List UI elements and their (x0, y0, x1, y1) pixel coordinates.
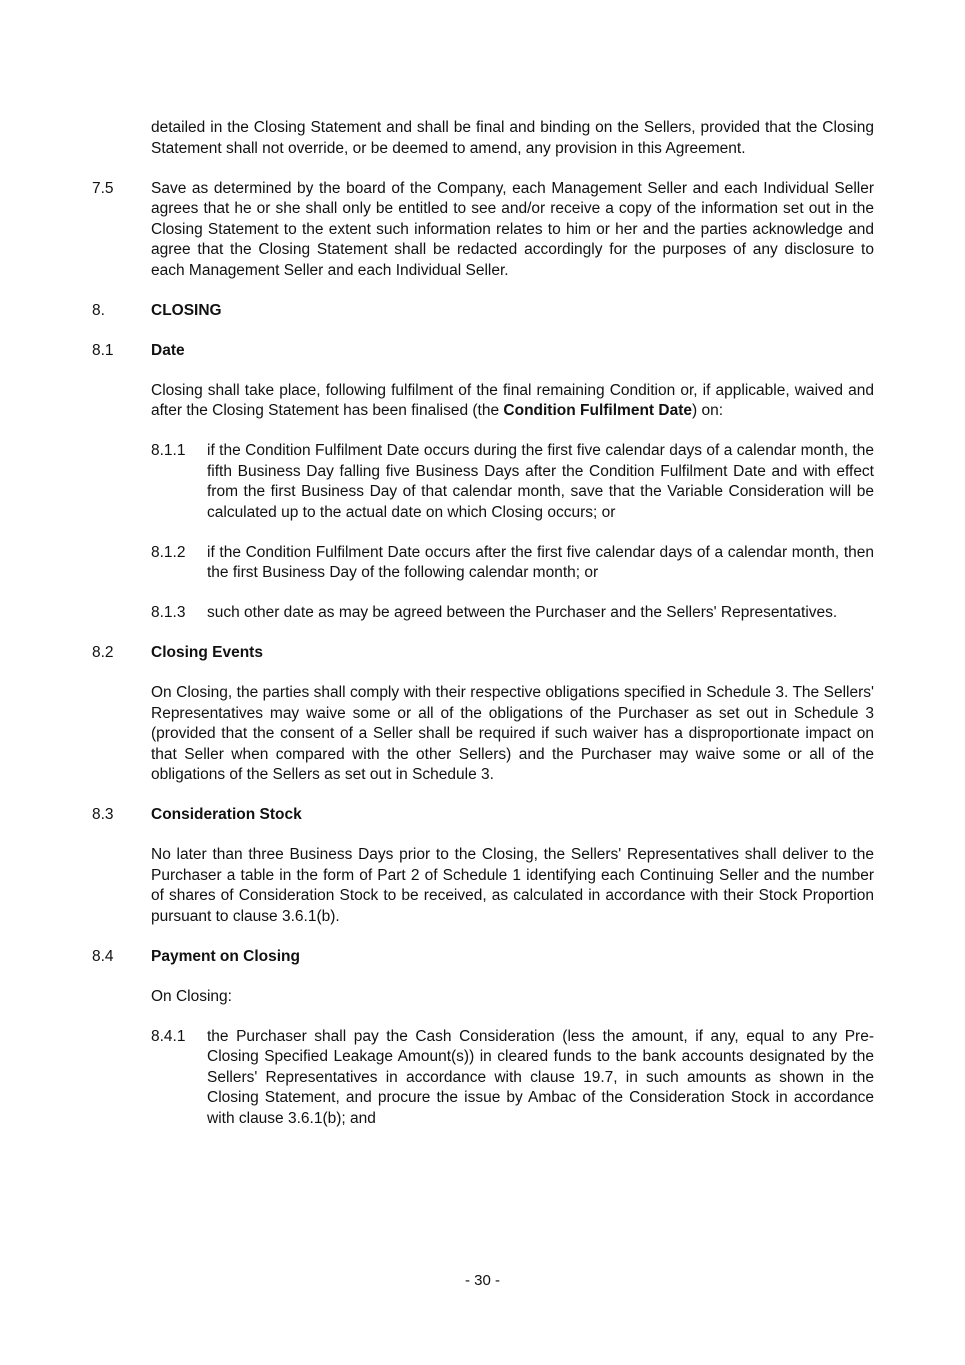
subclause-8-4-1 (0, 1027, 965, 1130)
subclause-8-1-1 (0, 441, 965, 523)
subclause-text: if the Condition Fulfilment Date occurs after the first five calendar days of a calendar month, then the first Business Day of the following calendar month; or (207, 543, 874, 581)
subclause-text: such other date as may be agreed between the Purchaser and the Sellers' Representatives. (207, 604, 838, 621)
subclause-number: 8.4.1 (151, 1027, 186, 1045)
paragraph-text: On Closing: (151, 987, 232, 1005)
contract-body (0, 118, 965, 1149)
section-heading: Consideration Stock (151, 806, 302, 823)
subclause-number: 8.1.1 (151, 442, 186, 459)
paragraph-8-4-intro (0, 987, 965, 1008)
section-heading: Date (151, 341, 185, 359)
paragraph-text (151, 381, 874, 422)
clause-number: 8. (92, 301, 105, 319)
paragraph-text-before: Closing shall take place, following fulfilment of the final remaining Condition or, if applicable, waived and after the Closing Statement has been finalised (the (151, 381, 874, 419)
paragraph-8-1-intro (0, 381, 965, 422)
paragraph-continuation (0, 118, 965, 159)
subclause-8-1-3 (0, 603, 965, 624)
subclause-number: 8.1.3 (151, 604, 186, 621)
heading-8-2 (0, 643, 965, 664)
subclause-text: if the Condition Fulfilment Date occurs during the first five calendar days of a calendar month, the fifth Business Day falling five Business Days after the Condition Fulfilment Date and with effect from the first Business Day of that calendar month, save that the Variable Consideration will be calculated up to the actual date on which Closing occurs; or (207, 442, 874, 521)
heading-8-3 (0, 805, 965, 826)
heading-8-1 (0, 341, 965, 362)
paragraph-text: No later than three Business Days prior to the Closing, the Sellers' Representatives shall deliver to the Purchaser a table in the form of Part 2 of Schedule 1 identifying each Continuing Seller and the number of shares of Consideration Stock to be received, as calculated in accordance with their Stock Proportion pursuant to clause 3.6.1(b). (151, 846, 874, 925)
clause-number: 8.4 (92, 947, 114, 965)
section-heading: Closing Events (151, 644, 263, 661)
clause-number: 8.3 (92, 806, 114, 823)
clause-number: 8.2 (92, 644, 114, 661)
paragraph-8-3 (0, 845, 965, 927)
subclause-number: 8.1.2 (151, 543, 186, 561)
paragraph-text: On Closing, the parties shall comply with their respective obligations specified in Schedule 3. The Sellers' Representatives may waive some or all of the obligations of the Purchaser as set out in Schedule 3 (provided that the consent of a Seller shall be required if such waiver has a disproportionate impact on that Seller when compared with the other Sellers) and the Purchaser may waive some or all of the obligations of the Sellers as set out in Schedule 3. (151, 684, 874, 783)
clause-number: 8.1 (92, 341, 114, 359)
clause-text: Save as determined by the board of the Company, each Management Seller and each Individual Seller agrees that he or she shall only be entitled to see and/or receive a copy of the information set out in the Closing Statement to the extent such information relates to him or her and the parties acknowledge and agree that the Closing Statement shall be redacted accordingly for the purposes of any disclosure to each Management Seller and each Individual Seller. (151, 179, 874, 279)
paragraph-text: detailed in the Closing Statement and shall be final and binding on the Sellers, provided that the Closing Statement shall not override, or be deemed to amend, any provision in this Agreement. (151, 119, 874, 157)
clause-number: 7.5 (92, 179, 114, 197)
section-heading: Payment on Closing (151, 947, 300, 965)
page-number: - 30 - (464, 1272, 500, 1289)
subclause-8-1-2 (0, 543, 965, 584)
subclause-text: the Purchaser shall pay the Cash Consideration (less the amount, if any, equal to any Pre-Closing Specified Leakage Amount(s)) in cleared funds to the bank accounts designated by the Sellers' Representatives in accordance with clause 19.7, in such amounts as shown in the Closing Statement, and procure the issue by Ambac of the Consideration Stock in accordance with clause 3.6.1(b); and (207, 1027, 874, 1127)
defined-term: Condition Fulfilment Date (503, 402, 692, 419)
paragraph-text-after: ) on: (691, 402, 723, 419)
clause-7-5 (0, 179, 965, 282)
paragraph-8-2 (0, 683, 965, 786)
section-heading: CLOSING (151, 301, 222, 319)
heading-8 (0, 301, 965, 322)
heading-8-4 (0, 947, 965, 968)
